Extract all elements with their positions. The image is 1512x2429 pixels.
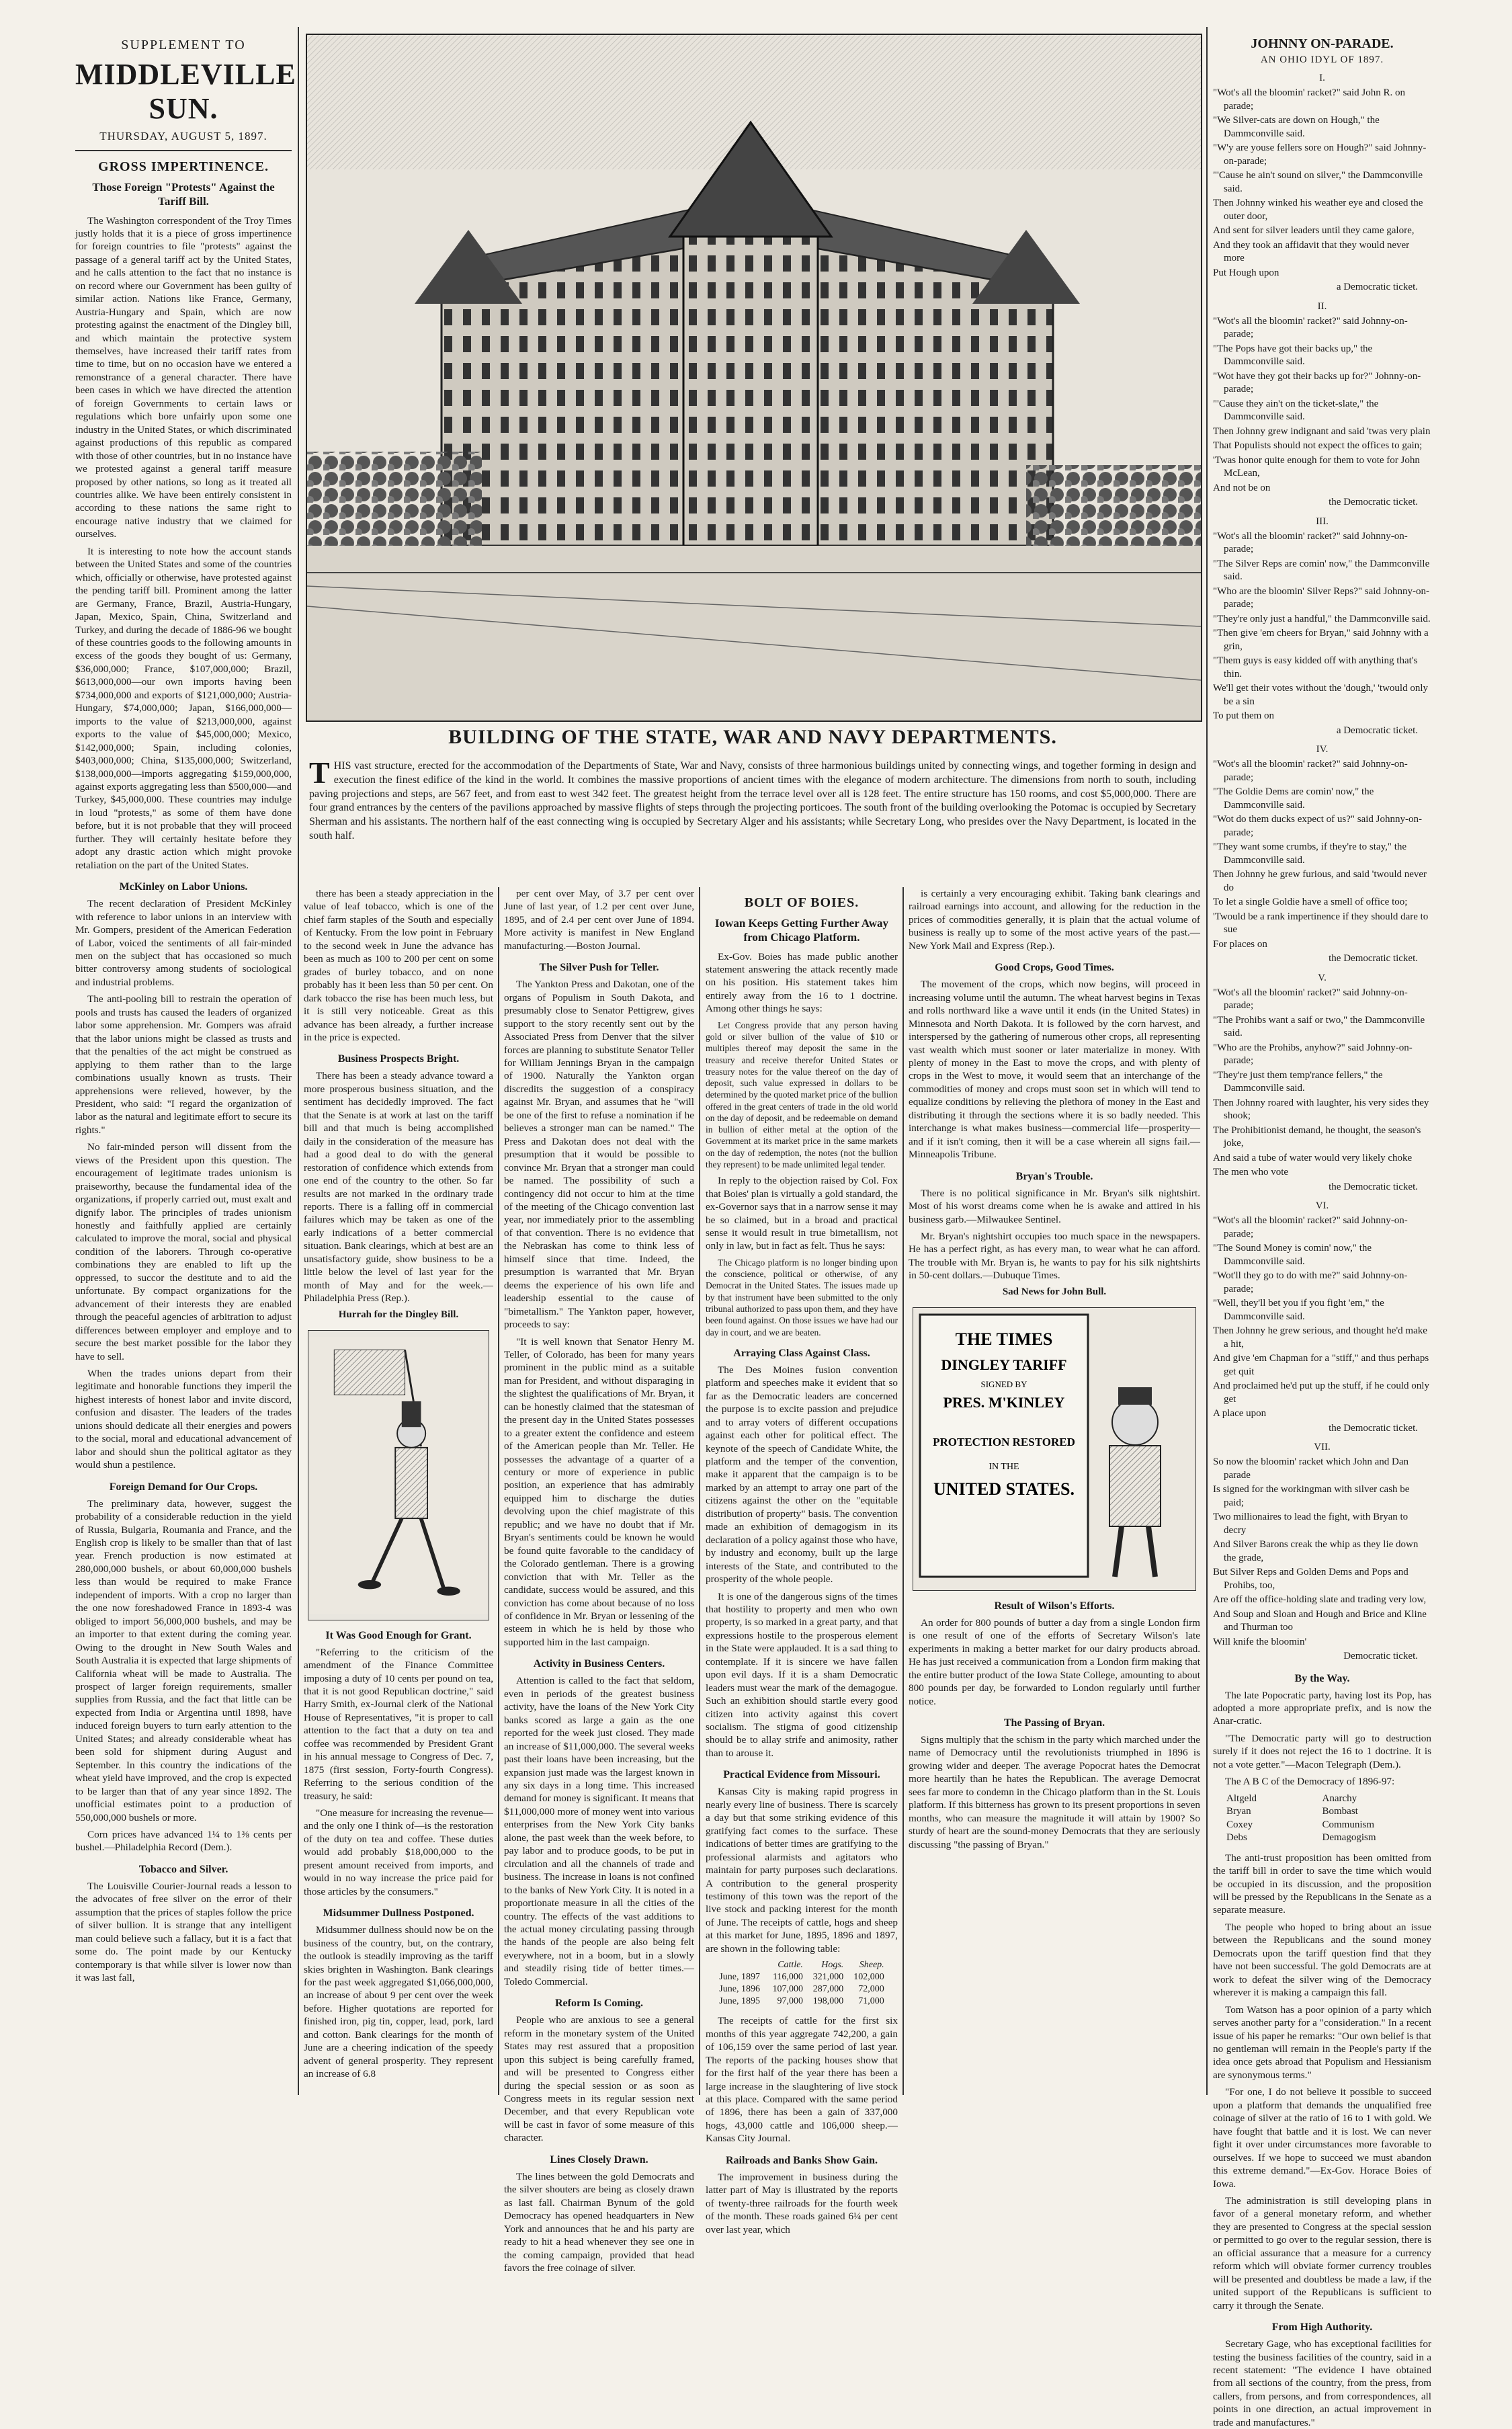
poem-line: "They're just them temp'rance fellers," the Dammconville said.: [1213, 1069, 1383, 1094]
poem-line: "The Goldie Dems are comin' now," the Dammconville said.: [1213, 786, 1374, 811]
uncle-sam-cartoon-image: [308, 1331, 489, 1620]
article-headline: It Was Good Enough for Grant.: [325, 1629, 472, 1641]
poem-line: "Who are the Prohibs, anyhow?" said Johnny-on-parade;: [1213, 1042, 1413, 1066]
column-rule: [298, 27, 299, 2095]
poem-line: "'Cause they ain't on the ticket-slate," the Dammconville said.: [1213, 398, 1379, 422]
abc-item: Demagogism: [1322, 1832, 1376, 1844]
column-5: [909, 887, 1200, 2097]
article-paragraph: "The Democratic party will go to destruction surely if it does not reject the 16 to 1 doctrine. It is not a vote getter."—Macon Telegraph (Dem.).: [1213, 1732, 1431, 1770]
poem-title: JOHNNY ON-PARADE.: [1251, 36, 1394, 51]
poem-line: "'Cause he ain't sound on silver," the Dammconville said.: [1213, 170, 1423, 194]
article-headline: Result of Wilson's Efforts.: [994, 1600, 1115, 1612]
column-1: [75, 27, 296, 2097]
stanza-number: VII.: [1314, 1442, 1331, 1452]
article-paragraph: The movement of the crops, which now begins, will proceed in increasing volume until the autumn. The wheat harvest begins in Texas and rolls northward like a wave until it ends (in the United States) in Minnesota and North Dakota. It is followed by the corn harvest, and interspersed by the gathering of numerous other crops, all representing vast wealth which must sooner or later materialize in money. With plenty of money in the East to move the crops, and with plenty of crops in the West to move, it would seem that an interchange of the commodities of money and crops must soon set in which will tend to equalize conditions by relieving the plethora of money in the East and distributing it through the sections where it is so badly needed. This interchange is what makes business—commercial life—prosperity—and if it isn't coming, then it will be a case wherein all signs fail.—Minneapolis Tribune.: [909, 979, 1200, 1161]
poem-line: "Wot's all the bloomin' racket?" said Johnny-on-parade;: [1213, 1215, 1408, 1239]
article-headline: From High Authority.: [1271, 2321, 1373, 2334]
poem-line: "They're only just a handful," the Dammconville said.: [1213, 613, 1431, 624]
poem-line: "Them guys is easy kidded off with anything that's thin.: [1213, 655, 1418, 680]
article-paragraph: The Des Moines fusion convention platform and speeches make it evident that so far as the Democratic leaders are concerned the purpose is to excite passion and prejudice and to array voters of different occupations against each other for political effect. The keynote of the speech of Candidate White, the platform and the temper of the convention, make it apparent that the campaign is to be marked by an attempt to array one part of the citizens against the other on the "equitable distribution of property" basis. The convention made an exhibition of demagogism in its declaration of a policy against those who have, by industry and economy, built up the large interests of the State, and contributed to the prosperity of the whole people.: [706, 1364, 898, 1586]
article-paragraph: Kansas City is making rapid progress in nearly every line of business. There is scarcely a day but that some striking evidence of this gratifying fact comes to the surface. These indications of better times are gratifying to the professional alarmists and agitators who maintain for party purposes such declarations. A contribution to the general prosperity testimony of this town was the report of the live stock and packing interest for the month of June. The receipts of cattle, hogs and sheep at this market for June, 1895, 1896 and 1897, are shown in the following table:: [706, 1786, 898, 1954]
bulletin-line: SIGNED BY: [980, 1378, 1027, 1389]
poem-line: And they took an affidavit that they would never more: [1213, 239, 1410, 263]
article-paragraph: "One measure for increasing the revenue—and the only one I think of—is the restoration of the duty on tea and coffee. These duties would add probably $18,000,000 to the present amount received from imports, and would in no way increase the price paid for those articles by the consumers.": [304, 1807, 493, 1897]
article-headline: BOLT OF BOIES.: [744, 895, 859, 910]
poem-line: the Democratic ticket.: [1329, 1422, 1418, 1434]
poem-line: And not be on: [1213, 482, 1271, 493]
poem-line: Put Hough upon: [1213, 267, 1279, 278]
abc-item: Bryan: [1226, 1806, 1251, 1817]
dateline: THURSDAY, AUGUST 5, 1897.: [99, 130, 267, 142]
article-paragraph: Mr. Bryan's nightshirt occupies too much space in the newspapers. He has a perfect right, as has every man, to wear what he can afford. The trouble with Mr. Bryan is, he wants to pay for his silk nightshirts in 50-cent dollars.—Dubuque Times.: [909, 1230, 1200, 1282]
poem-line: "Then give 'em cheers for Bryan," said Johnny with a grin,: [1213, 628, 1429, 652]
table-cell: 97,000: [777, 1996, 803, 2007]
abc-item: Coxey: [1226, 1819, 1253, 1830]
poem-line: To put them on: [1213, 710, 1275, 721]
column-4: [706, 887, 898, 2235]
poem-line: And sent for silver leaders until they came galore,: [1213, 225, 1415, 236]
poem-line: The Prohibitionist demand, he thought, the season's joke,: [1213, 1124, 1421, 1149]
masthead-title: MIDDLEVILLE SUN.: [75, 58, 296, 125]
table-header: Cattle.: [778, 1960, 803, 1971]
poem-line: That Populists should not expect the offices to gain;: [1213, 440, 1423, 451]
table-header: [715, 1959, 766, 1971]
poem-line: To let a single Goldie have a smell of office too;: [1213, 897, 1408, 907]
article-headline: Practical Evidence from Missouri.: [723, 1769, 880, 1781]
article-paragraph: The lines between the gold Democrats and the silver shouters are being as closely drawn as last fall. Chairman Bynum of the gold Democracy has opened headquarters in New York and announces that he and his party are ready to hit a head whenever they see one in the coming campaign, provided that head favors the free coinage of silver.: [504, 2170, 694, 2274]
poem-line: the Democratic ticket.: [1329, 1181, 1418, 1192]
article-paragraph: The preliminary data, however, suggest the probability of a considerable reduction in the yield of Russia, Bulgaria, Roumania and France, and the English crop is likely to be smaller than that of last year. French production is now estimated at 280,000,000 bushels, or about 60,000,000 bushels less than would be required to make France independent of imports. With a crop no larger than the one now foreshadowed France in 1893-4 was obliged to import 56,000,000 bushels, and may be an importer to that extent during the coming year. Owing to the drought in New South Wales and South Australia it is expected that large shipments of California wheat will be made to Australia. The prospect of larger foreign requirements, smaller supplies from Russia, and the fact that little can be expected from India or Argentina until 1898, have induced foreign buyers to turn early attention to the United States; and already considerable wheat has been sold for shipment during August and September. In this country the indications of the wheat yield have improved, and the crop is expected to be larger than that of any year since 1892. The unofficial estimates point to a production of 550,000,000 bushels or more.: [75, 1497, 292, 1823]
table-row: [715, 1971, 888, 1983]
table-row: [715, 1983, 888, 1995]
poem-line: "They want some crumbs, if they're to stay," the Dammconville said.: [1213, 841, 1407, 866]
abc-item: Altgeld: [1226, 1793, 1257, 1804]
poem-line: a Democratic ticket.: [1336, 282, 1418, 292]
poem-line: "W'y are youse fellers sore on Hough?" said Johnny-on-parade;: [1213, 142, 1427, 167]
table-header: Sheep.: [859, 1960, 884, 1971]
article-paragraph: Corn prices have advanced 1¼ to 1⅜ cents per bushel.—Philadelphia Record (Dem.).: [75, 1828, 292, 1854]
stanza-number: IV.: [1316, 744, 1329, 755]
abc-item: Bombast: [1322, 1806, 1358, 1817]
article-headline: Arraying Class Against Class.: [733, 1347, 870, 1359]
article-paragraph: The late Popocratic party, having lost its Pop, has adopted a more appropriate prefix, and is now the Anar-cratic.: [1213, 1689, 1431, 1727]
poem-line: "The Silver Reps are comin' now," the Dammconville said.: [1213, 558, 1430, 582]
article-headline: Activity in Business Centers.: [533, 1658, 665, 1670]
article-headline: Business Prospects Bright.: [337, 1053, 460, 1065]
poem-line: the Democratic ticket.: [1329, 953, 1418, 964]
poem-line: the Democratic ticket.: [1329, 497, 1418, 507]
article-headline: Midsummer Dullness Postponed.: [323, 1907, 474, 1920]
poem-line: "Wot's all the bloomin' racket?" said Johnny-on-parade;: [1213, 759, 1408, 783]
poem-line: "Well, they'll bet you if you fight 'em," the Dammconville said.: [1213, 1298, 1384, 1322]
article-paragraph: The improvement in business during the latter part of May is illustrated by the reports of twenty-three railroads for the fourth week of the month. These roads gained 6¼ per cent over last year, which: [706, 2171, 898, 2235]
poem-line: And Silver Barons creak the whip as they lie down the grade,: [1213, 1539, 1419, 1563]
table-cell: June, 1897: [719, 1972, 760, 1983]
poem-line: "Who are the bloomin' Silver Reps?" said Johnny-on-parade;: [1213, 585, 1429, 610]
poem-stanza: [1213, 301, 1431, 509]
article-headline: The Silver Push for Teller.: [539, 962, 659, 974]
column-rule: [1206, 27, 1208, 2095]
article-paragraph: It is one of the dangerous signs of the times that hostility to property and men who own property, is so marked in a great party, and that expressions hostile to the prosperous element in the State were applauded. It is a sad thing to contemplate. If it is sincere we have fallen upon evil days. If it is a sham Democratic leaders must wear the mark of the demagogue. Such an exhibition should startle every good citizen into activity against this covert socialism. The stigma of good citizenship should be to allay strife and animosity, rather than to arouse it.: [706, 1590, 898, 1759]
column-2: [304, 887, 493, 2097]
article-headline: The Passing of Bryan.: [1003, 1717, 1105, 1729]
poem-stanza: [1213, 973, 1431, 1194]
article-quote: The Chicago platform is no longer binding upon the conscience, political or otherwise, of any Democrat in the United States. The issues made up by that instrument have been submitted to the only tribunal authorized to pass upon them, and they have been found against. On those issues we have had our day in court, and we are beaten.: [706, 1257, 898, 1337]
table-cell: 116,000: [772, 1972, 803, 1983]
illustration-caption: [309, 755, 1196, 843]
poem-stanza: [1213, 73, 1431, 294]
poem-line: "Wot do them ducks expect of us?" said Johnny-on-parade;: [1213, 814, 1422, 838]
article-paragraph: In reply to the objection raised by Col. Fox that Boies' plan is virtually a gold standard, the ex-Governor says that in a narrow sense it may be so claimed, but in a broad and practical sense it would result in true bimetallism, not only in law, but in fact as felt. Thus he says:: [706, 1175, 898, 1252]
uncle-sam-cartoon: [308, 1330, 489, 1620]
article-paragraph: An order for 800 pounds of butter a day from a single London firm is one result of one of the efforts of Secretary Wilson's late experiments in making a better market for our dairy products abroad. He has just received a communication from a London firm making that the entire butter product of the Iowa State College, amounting to about 800 pounds per day, be forwarded to London regularly until further notice.: [909, 1616, 1200, 1707]
article-paragraph: No fair-minded person will dissent from the views of the President upon this question. The encouragement of legitimate trades unionism is praiseworthy, because the fundamental idea of the organizations, if properly carried out, must exalt and dignify labor. The principles of trades unionism honestly and faithfully applied are certainly calculated to improve the moral, social and physical condition of the laborers. Through co-operative combinations they are enabled to lift up the oppressed, to succor the destitute and to aid the unfortunate. By compact organizations for the advancement of their interests they are enabled through the peaceful agencies of arbitration to adjust differences between employer and employe and to secure the best market possible for the labor they have to sell.: [75, 1141, 292, 1362]
drop-cap: T: [309, 755, 330, 790]
poem-line: "Wot have they got their backs up for?" Johnny-on-parade;: [1213, 370, 1421, 395]
stanza-number: V.: [1318, 972, 1327, 983]
poem-line: Then Johnny he grew serious, and thought he'd make a hit,: [1213, 1325, 1427, 1350]
livestock-table: [715, 1959, 888, 2008]
article-headline: Tobacco and Silver.: [138, 1863, 228, 1875]
bulletin-line: THE TIMES: [955, 1329, 1053, 1349]
article-paragraph: The anti-pooling bill to restrain the operation of pools and trusts has caused the leaders of organized labor some apprehension. Mr. Gompers was afraid that the labor unions might be classed as trusts and that the penalties of the act might be construed as applying to them rather than to the large combinations usually known as trusts. Their apprehensions were relieved, however, by the President, who said: "I regard the organization of labor as the natural and legitimate effort to secure its rights.": [75, 993, 292, 1136]
article-headline: Reform Is Coming.: [554, 1998, 644, 2010]
poem-line: 'Twas honor quite enough for them to vote for John McLean,: [1213, 454, 1420, 479]
poem-line: But Silver Reps and Golden Dems and Pops and Prohibs, too,: [1213, 1567, 1409, 1591]
article-headline: Railroads and Banks Show Gain.: [725, 2154, 878, 2166]
article-paragraph: There has been a steady advance toward a more prosperous business situation, and the sentiment has decidedly improved. The fact that the Senate is at work at last on the tariff bill and that much is being accomplished daily in the consideration of the measure has had a good deal to do with the general restoration of confidence which extends from one end of the country to the other. So far results are not marked in the ordinary trade reports. There is a falling off in commercial failures which may be taken as one of the early indications of a better commercial situation. Bank clearings, which at best are an unsatisfactory guide, show business to be a little below the level of last year for the month of May and for the week.—Philadelphia Press (Rep.).: [304, 1070, 493, 1305]
poem-stanza: [1213, 516, 1431, 738]
article-paragraph: The people who hoped to bring about an issue between the Republicans and the sound money Democrats upon the tariff question find that they have not been successful. The gold Democrats are at work to defeat the silver wing of the Democracy wherever it is making a campaign this fall.: [1213, 1921, 1431, 1999]
poem-line: And give 'em Chapman for a "stiff," and thus perhaps get quit: [1213, 1353, 1429, 1377]
supplement-label: SUPPLEMENT TO: [121, 38, 246, 52]
article-paragraph: The receipts of cattle for the first six months of this year aggregate 742,200, a gain of 106,159 over the same period of last year. The reports of the packing houses show that for the first half of the year there has been a large increase in the slaughtering of live stock at this place. Compared with the same period of 1896, there has been a gain of 337,000 hogs, 43,000 cattle and 106,000 sheep.—Kansas City Journal.: [706, 2015, 898, 2145]
article-paragraph: The A B C of the Democracy of 1896-97:: [1225, 1776, 1395, 1788]
abc-list: [1226, 1793, 1418, 1845]
poem-stanza: [1213, 1442, 1431, 1663]
table-row: [715, 1995, 888, 2008]
column-6: [1213, 27, 1431, 2428]
poem-line: "Wot's all the bloomin' racket?" said John R. on parade;: [1213, 87, 1405, 112]
stanza-number: III.: [1316, 516, 1329, 527]
bulletin-line: PRES. M'KINLEY: [943, 1393, 1065, 1411]
poem-line: Then Johnny roared with laughter, his very sides they shook;: [1213, 1097, 1429, 1121]
article-subhead: Iowan Keeps Getting Further Away from Chicago Platform.: [714, 917, 889, 944]
stanza-number: I.: [1319, 73, 1325, 83]
poem-line: a Democratic ticket.: [1336, 725, 1418, 736]
article-subhead: Those Foreign "Protests" Against the Tariff Bill.: [92, 181, 275, 208]
article-paragraph: The Yankton Press and Dakotan, one of the organs of Populism in South Dakota, and presumably close to Senator Pettigrew, gives support to the story recently sent out by the Associated Press from Denver that the silver forces are planning to substitute Senator Teller for William Jennings Bryan in the campaign of 1900. Naturally the Yankton organ discredits the suggestion of a conspiracy against Mr. Bryan, and assumes that he "will be one of the first to refuse a nomination if he believes a stronger man can be named." The Press and Dakotan does not deal with the presumption that it would be possible to convince Mr. Bryan that a stronger man could be named. The possibility of such a contingency did not occur to him at the time of the meeting of the Chicago convention last year, nor immediately prior to the assembling of that convention. There is no evidence that the Nebraskan has come to think less of himself since that time. Indeed, the presumption is warranted that Mr. Bryan deems the experience of his own life and leadership essential to the cause of "bimetallism." The Yankton paper, however, proceeds to say:: [504, 979, 694, 1331]
poem-line: "The Prohibs want a saif or two," the Dammconville said.: [1213, 1014, 1425, 1038]
abc-item: Debs: [1226, 1832, 1247, 1844]
poem-line: A place upon: [1213, 1408, 1267, 1419]
poem-line: And Soup and Sloan and Hough and Brice and Kline and Thurman too: [1213, 1608, 1427, 1633]
article-paragraph: The anti-trust proposition has been omitted from the tariff bill in order to save the time which would be occupied in its discussion, and the proposition will be pressed by the Republicans in the Senate as a separate measure.: [1213, 1852, 1431, 1916]
table-cell: June, 1896: [719, 1984, 760, 1995]
cartoon-caption: Hurrah for the Dingley Bill.: [338, 1309, 459, 1320]
table-cell: 71,000: [858, 1996, 884, 2007]
column-rule: [902, 887, 904, 2095]
table-cell: 198,000: [812, 1996, 844, 2007]
table-cell: 321,000: [812, 1972, 844, 1983]
abc-item: Communism: [1322, 1819, 1375, 1830]
article-paragraph: per cent over May, of 3.7 per cent over June of last year, of 1.2 per cent over June, 1895, and of 2.4 per cent over June of 1894. More activity is manifest in New England manufacturing.—Boston Journal.: [504, 888, 694, 952]
poem-line: We'll get their votes without the 'dough,' 'twould only be a sin: [1213, 683, 1428, 707]
john-bull-cartoon: [913, 1307, 1196, 1591]
building-engraving-image: [307, 35, 1201, 721]
article-paragraph: The recent declaration of President McKinley with reference to labor unions in an interview with Mr. Gompers, president of the American Federation of Labor, voiced the sentiments of all fair-minded men on the subject that has occasioned so much bitter controversy among students of sociological and industrial problems.: [75, 898, 292, 988]
article-headline: Good Crops, Good Times.: [995, 962, 1114, 974]
bulletin-line: PROTECTION RESTORED: [933, 1435, 1075, 1448]
poem-line: The men who vote: [1213, 1167, 1289, 1178]
article-paragraph: Secretary Gage, who has exceptional facilities for testing the business facilities of the country, said in a recent statement: "The evidence I have obtained from all sections of the country, from the press, from callers, from persons, and from correspondences, all points in one direction, an actual improvement in trade and manufactures.": [1213, 2338, 1431, 2428]
poem-line: So now the bloomin' racket which John and Dan parade: [1213, 1456, 1409, 1481]
article-paragraph: The Louisville Courier-Journal reads a lesson to the advocates of free silver on the error of their assumption that the prices of staples follow the price of silver bullion. It is strange that any intelligent man could believe such a fallacy, but it is a fact that some do. The point made by our Kentucky contemporary is that while silver is lower now than it was last fall,: [75, 1880, 292, 1984]
stanza-number: VI.: [1315, 1200, 1329, 1211]
table-header-row: [715, 1959, 888, 1971]
stanza-number: II.: [1317, 300, 1327, 312]
article-headline: Bryan's Trouble.: [1015, 1170, 1093, 1182]
column-rule: [498, 887, 499, 2095]
article-paragraph: Midsummer dullness should now be on the business of the country, but, on the contrary, the outlook is steadily improving as the tariff skies brighten in Washington. Bank clearings for the past week aggregated $1,066,000,000, an increase of about 9 per cent over the week before. Higher quotations are reported for finished iron, pig tin, copper, lead, pork, lard and cotton. Bank clearings for the month of June are a cheering indication of the speedy advent of general prosperity. They represent an increase of 6.8: [304, 1924, 493, 2080]
table-cell: 287,000: [812, 1984, 844, 1995]
article-paragraph: Attention is called to the fact that seldom, even in periods of the greatest business activity, have the loans of the New York City banks scored as large a gain as the one reported for the week just closed. They made an increase of $11,000,000. The several weeks past their loans have been increasing, but the expansion just made was the largest known in any six days in a long time. This increased demand for money is significant. It means that $11,000,000 more of money went into various enterprises from the New York City banks alone, the past week than the week before, to pay labor and to produce goods, to be put in circulation and all the channels of trade and business. The increase in loans is not confined to the banks of New York City. It is noted in a proportionate measure in all the cities of the country. The effects of the vast additions to the actual money circulating passing through the hands of the people are also being felt everywhere, not in a boom, but in a slowly and steadily rising tide of better times.—Toledo Commercial.: [504, 1675, 694, 1987]
article-paragraph: The administration is still developing plans in favor of a general monetary reform, and whether they are presented to Congress at the special session or permitted to go over to the regular session, there is an official assurance that a measure for a currency reform which will obviate former currency troubles will be presented and doubtless be made a law, if the united support of the Republicans is sufficient to carry it through the Senate.: [1213, 2195, 1431, 2311]
john-bull-cartoon-image: [913, 1308, 1195, 1590]
poem-line: Is signed for the workingman with silver cash be paid;: [1213, 1484, 1410, 1508]
article-headline: By the Way.: [1294, 1672, 1350, 1684]
divider: [75, 150, 292, 151]
table-cell: June, 1895: [719, 1996, 760, 2007]
poem-line: Will knife the bloomin': [1213, 1636, 1307, 1647]
bulletin-line: UNITED STATES.: [933, 1479, 1075, 1499]
poem-line: And proclaimed he'd put up the stuff, if he could only get: [1213, 1381, 1429, 1405]
article-paragraph: It is interesting to note how the account stands between the United States and some of the countries which, officially or otherwise, have protested against the pending tariff bill. Prominent among the latter are Germany, France, Brazil, Austria-Hungary, Japan, Mexico, Spain, China, Switzerland and Turkey, and during the decade of 1886-96 we bought of these countries goods to the following amounts in excess of the goods they bought of us: Germany, $36,000,000; France, $107,000,000; Brazil, $613,000,000—our own imports having been $734,000,000 and exports of $121,000,000; Austria-Hungary, $74,000,000; Japan, $166,000,000—imports to the value of $213,000,000, against exports to the value of $45,000,000; Mexico, $142,000,000; Spain, including colonies, $403,000,000; China, $135,000,000; Switzerland, $138,000,000—imports aggregating $159,000,000, against exports aggregating less than $500,000—and Turkey, $45,000,000. These countries may indulge in loud "protests," as some of them have done before, but it is not probable that they will proceed further. They will certainly hesitate before they adopt any drastic action which might provoke retaliation on the part of the United States.: [75, 545, 292, 871]
article-headline: Foreign Demand for Our Crops.: [109, 1481, 258, 1493]
article-paragraph: "For one, I do not believe it possible to succeed upon a platform that demands the unqualified free coinage of silver at the ratio of 16 to 1 with gold. We have fought that battle and it is lost. We can never fight it over under circumstances more favorable to ourselves. If we hope to succeed we must abandon this extreme demand."—Ex-Gov. Horace Boies of Iowa.: [1213, 2086, 1431, 2190]
caption-text: HIS vast structure, erected for the accommodation of the Departments of State, War and Navy, consists of three harmonious buildings united by connecting wings, and together forming in design and execution the finest edifice of the kind in the world. It combines the massive proportions of ancient times with the elegance of modern architecture. The dimensions from north to south, including paving projections and steps, are 567 feet, and from east to west 342 feet. The greatest height from the terrace level over all is 128 feet. The entire structure has 150 rooms, and cost $5,000,000. There are four grand entrances by the centers of the pavilions approached by massive flights of steps through the projecting porticoes. The south front of the building overlooking the Potomac is occupied by Secretary Sherman and his assistants. The northern half of the east connecting wing is occupied by Secretary Alger and his assistants; while Secretary Long, who presides over the Navy Department, is located in the south half.: [309, 760, 1196, 841]
article-paragraph: there has been a steady appreciation in the value of leaf tobacco, which is one of the chief farm staples of the South and especially of Kentucky. From the low point in February to the second week in June the advance has been as much as 100 to 200 per cent on some grades of burley tobacco, and on none probably has it been less than 50 per cent. On dark tobacco the rise has been much less, but it is still very noticeable. Great as this advance has been already, a further increase in the price is expected.: [304, 888, 493, 1043]
poem-line: Two millionaires to lead the fight, with Bryan to decry: [1213, 1512, 1409, 1536]
poem-stanza: [1213, 744, 1431, 966]
article-paragraph: The Washington correspondent of the Troy Times justly holds that it is a piece of gross impertinence for foreign countries to file "protests" against the passage of a general tariff act by the United States, and he calls attention to the fact that no instance is on record where our Government has been guilty of similar action. Nations like France, Germany, Austria-Hungary and Spain, which are now protesting against the enactment of the Dingley bill, and which maintain the protective system themselves, have increased their tariff rates from time to time, but on no occasion have we entered a remonstrance of a general character. There have been cases in which we have directed the attention of foreign Governments to certain laws or regulations which bore unfairly upon some one industry in the United States, or which discriminated against productions of this republic as compared with those of other countries, but in no instance have we protested against a general tariff measure proposed by other nations, so long as it treated all countries alike. We have been entirely consistent in according to these nations the same right to encourage native industry that we claimed for ourselves.: [75, 214, 292, 540]
poem-line: "Wot's all the bloomin' racket?" said Johnny-on-parade;: [1213, 315, 1408, 339]
article-headline: Lines Closely Drawn.: [550, 2153, 648, 2166]
cartoon-caption: Sad News for John Bull.: [1002, 1286, 1107, 1297]
building-engraving: [306, 34, 1202, 722]
poem-line: "Wot's all the bloomin' racket?" said Johnny-on-parade;: [1213, 530, 1408, 554]
article-quote: Let Congress provide that any person having gold or silver bullion of the value of $10 or multiples thereof may deposit the same in the treasury and receive therefor United States or treasury notes for the value thereof on the day of deposit, such value expressed in dollars to be determined by the quoted market price of the bullion offered in the great centers of trade in the old world on the day of deposit, and be redeemable on demand in bullion of either metal at the option of the Government at its market price in the same markets on the day of redemption, the notes (not the bullion they represent) to be made unlimited legal tender.: [706, 1020, 898, 1169]
table-header: Hogs.: [821, 1960, 844, 1971]
poem-line: Then Johnny winked his weather eye and closed the outer door,: [1213, 198, 1423, 222]
poem-stanza: [1213, 1200, 1431, 1435]
poem-line: Are off the office-holding slate and trading very low,: [1213, 1594, 1427, 1605]
article-paragraph: Tom Watson has a poor opinion of a party which serves another party for a "consideration." In a recent issue of his paper he remarks: "Our own belief is that no gentleman will remain in the People's party if the idea once gets abroad that Populism and Hessianism are synonymous terms.": [1213, 2004, 1431, 2081]
table-cell: 102,000: [853, 1972, 884, 1983]
poem-line: For places on: [1213, 938, 1267, 950]
poem-line: Then Johnny he grew furious, and said 'twould never do: [1213, 869, 1427, 893]
poem-line: Democratic ticket.: [1343, 1651, 1418, 1661]
poem-line: And said a tube of water would very likely choke: [1213, 1152, 1413, 1163]
poem-line: "The Pops have got their backs up," the Dammconville said.: [1213, 343, 1373, 367]
bulletin-line: DINGLEY TARIFF: [941, 1356, 1067, 1373]
poem-line: "Wot's all the bloomin' racket?" said Johnny-on-parade;: [1213, 987, 1408, 1011]
bulletin-line: IN THE: [989, 1461, 1019, 1472]
article-paragraph: There is no political significance in Mr. Bryan's silk nightshirt. Most of his worst dreams come when he is awake and attired in his business garb.—Milwaukee Sentinel.: [909, 1187, 1200, 1225]
article-paragraph: "It is well known that Senator Henry M. Teller, of Colorado, has been for many years prominent in the public mind as a suitable man for President, and without disparaging in the slightest the qualifications of Mr. Bryan, it can be honestly claimed that the statesman of the present day in the United States possesses to a greater extent the confidence and esteem of the American people than Mr. Teller. He possesses the advantage of a quarter of a century or more of experience in public position, an experience that has admirably equipped him to discharge the duties devolving upon the chief magistrate of this republic; and we have no doubt that if Mr. Bryan's sentiments could be known he would be found quite favorable to the candidacy of the Colorado gentleman. There is a growing conviction that with Mr. Teller as the candidate, success would be assured, and this conviction has come about because of no loss of confidence in Mr. Bryan or lessening of the esteem in which he is held by those who supported him in the last campaign.: [504, 1335, 694, 1648]
illustration-title: BUILDING OF THE STATE, WAR AND NAVY DEPARTMENTS.: [448, 726, 1057, 748]
poem-line: "Wot'll they go to do with me?" said Johnny-on-parade;: [1213, 1270, 1408, 1294]
poem-line: "The Sound Money is comin' now," the Dammconville said.: [1213, 1243, 1372, 1267]
article-headline: McKinley on Labor Unions.: [119, 881, 248, 893]
poem-line: 'Twould be a rank impertinence if they should dare to sue: [1213, 911, 1429, 935]
article-headline: GROSS IMPERTINENCE.: [98, 159, 269, 174]
poem-subtitle: AN OHIO IDYL OF 1897.: [1260, 54, 1384, 65]
column-3: [504, 887, 694, 2274]
article-paragraph: is certainly a very encouraging exhibit. Taking bank clearings and railroad earnings into account, and allowing for the reduction in the prices of commodities generally, it is plain that the actual volume of business is really up to some of the most active years of the past.—New York Mail and Express (Rep.).: [909, 888, 1200, 952]
poem-line: "We Silver-cats are down on Hough," the Dammconville said.: [1213, 115, 1380, 139]
article-paragraph: "Referring to the criticism of the amendment of the Finance Committee imposing a duty of 10 cents per pound on tea, that it is not good Republican doctrine," said Harry Smith, ex-Journal clerk of the National House of Representatives, "it is proper to call attention to the fact that a duty on tea and coffee was recommended by President Grant in his annual message to Congress of Dec. 7, 1875 (first session, Forty-fourth Congress). Referring to the serious condition of the treasury, he said:: [304, 1646, 493, 1802]
article-paragraph: Ex-Gov. Boies has made public another statement answering the attack recently made on his position. His statement takes him entirely away from the 16 to 1 doctrine. Among other things he says:: [706, 950, 898, 1015]
column-rule: [699, 887, 700, 2095]
table-cell: 107,000: [772, 1984, 803, 1995]
poem-stanzas: [1213, 73, 1431, 1663]
poem-line: Then Johnny grew indignant and said 'twas very plain: [1213, 425, 1431, 437]
article-paragraph: Signs multiply that the schism in the party which marched under the name of Democracy until the revolutionists triumphed in 1896 is growing wider and deeper. The average Popocrat hates the Democrat more heartily than he hates the Republican. The average Democrat sees far more to condemn in the Chicago platform than in the St. Louis platform. If this bitterness has grown to its present proportions in seven months, who can measure the magnitude it will attain by 1900? So sturdy of heart are the sound-money Democrats that they are seriously discussing "the passing of Bryan.": [909, 1733, 1200, 1850]
table-cell: 72,000: [858, 1984, 884, 1995]
article-paragraph: When the trades unions depart from their legitimate and honorable functions they imperil the highest interests of honest labor and invite discord, confusion and disaster. The leaders of the trades unions should dedicate all their energies and powers to the social, moral and educational advancement of labor and should shun the political agitator as they would shun a pestilence.: [75, 1368, 292, 1471]
article-paragraph: People who are anxious to see a general reform in the monetary system of the United States may rest assured that a proposition upon this subject is being carefully framed, and will be presented to Congress either during the special session or as soon as Congress meets in its regular session next December, and that every Republican vote will be cast in favor of some measure of this character.: [504, 2014, 694, 2144]
abc-item: Anarchy: [1322, 1793, 1357, 1804]
